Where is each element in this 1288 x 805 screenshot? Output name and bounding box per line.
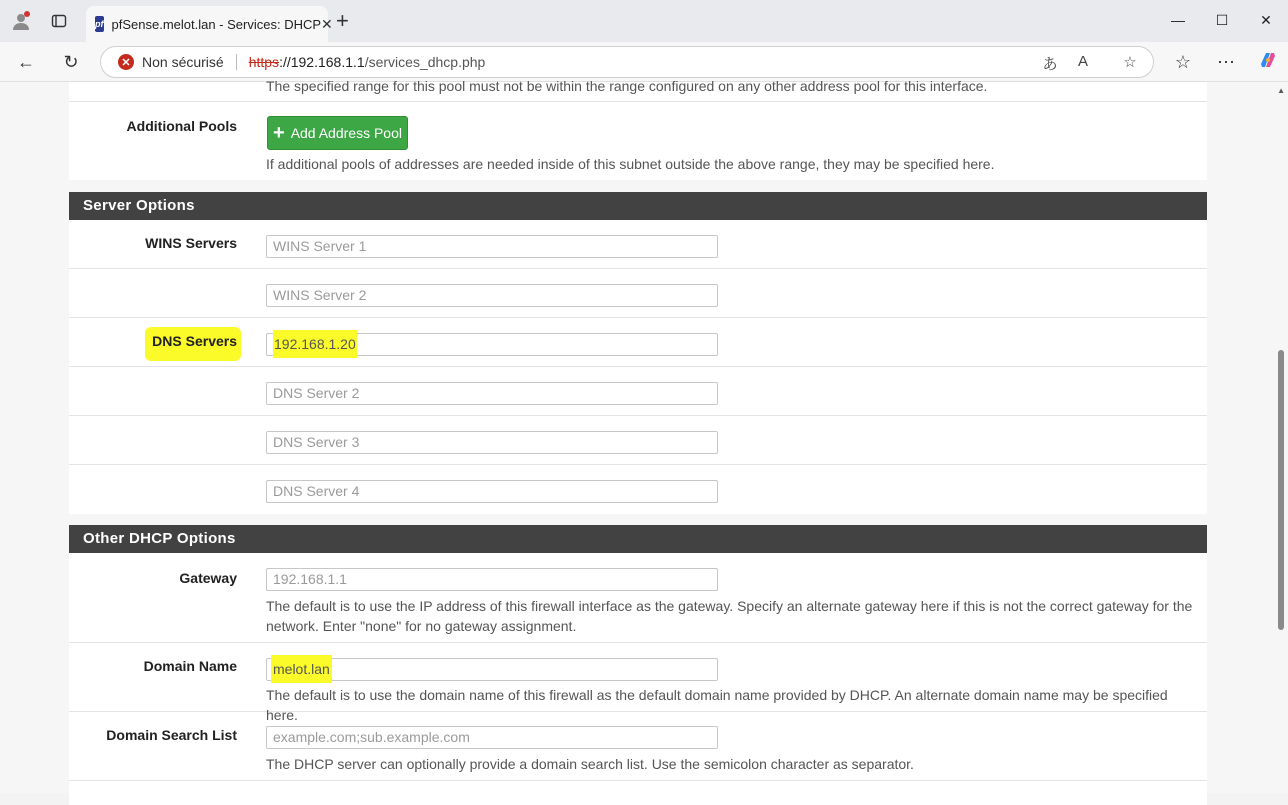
tab-close-icon[interactable]: ✕ xyxy=(321,15,333,32)
favorites-icon[interactable]: ☆ xyxy=(1174,52,1192,72)
favorite-star-icon[interactable]: ☆ xyxy=(1123,54,1137,71)
domain-name-label: Domain Name xyxy=(143,658,237,674)
server-options-panel xyxy=(69,192,1207,514)
dns-server-1-input[interactable] xyxy=(266,333,718,356)
dns-server-1-value: 192.168.1.20 xyxy=(273,330,357,358)
gateway-input[interactable]: 192.168.1.1 xyxy=(266,568,718,591)
dns4-row xyxy=(69,465,1207,514)
add-address-pool-button[interactable] xyxy=(267,116,408,150)
dns3-row xyxy=(69,416,1207,465)
dns-server-4-input[interactable]: DNS Server 4 xyxy=(266,480,718,503)
scroll-up-icon[interactable]: ▲ xyxy=(1277,86,1285,95)
dns2-row xyxy=(69,367,1207,416)
dns-server-3-input[interactable]: DNS Server 3 xyxy=(266,431,718,454)
maximize-icon[interactable]: ☐ xyxy=(1215,12,1229,28)
back-icon[interactable]: ← xyxy=(17,52,35,72)
read-aloud-icon[interactable]: A xyxy=(1077,53,1088,70)
add-address-pool-label: Add Address Pool xyxy=(290,125,402,141)
additional-pools-help: If additional pools of addresses are needed inside of this subnet outside the above range, they may be specified here. xyxy=(266,156,995,172)
range-help: The specified range for this pool must not be within the range configured on any other address pool for this interface. xyxy=(266,78,988,94)
wins-server-1-input[interactable]: WINS Server 1 xyxy=(266,235,718,258)
url-path: /services_dhcp.php xyxy=(364,54,486,70)
dns-servers-label: DNS Servers xyxy=(152,333,237,349)
wins-servers-label: WINS Servers xyxy=(145,235,237,251)
not-secure-icon: ✕ xyxy=(118,54,134,70)
url-host: ://192.168.1.1 xyxy=(279,54,365,70)
tab-actions-icon[interactable] xyxy=(48,10,70,32)
gateway-row xyxy=(69,553,1207,643)
page-content xyxy=(0,78,1288,793)
pfsense-favicon-icon: pf xyxy=(95,16,104,32)
plus-icon: + xyxy=(273,122,285,144)
gateway-help: The default is to use the IP address of this firewall interface as the gateway. Specify an alternate gateway here if this is not the correct gateway for the network. Enter "none" for no gateway assignment. xyxy=(266,598,1193,634)
tab-title: pfSense.melot.lan - Services: DHCP xyxy=(111,16,322,32)
other-dhcp-options-panel xyxy=(69,525,1207,805)
wins1-row xyxy=(69,220,1207,269)
browser-tab[interactable] xyxy=(86,6,333,42)
wins2-row xyxy=(69,269,1207,318)
server-options-header: Server Options xyxy=(69,192,1207,220)
dns1-row xyxy=(69,318,1207,367)
domain-search-input[interactable]: example.com;sub.example.com xyxy=(266,726,718,749)
dns-server-2-input[interactable]: DNS Server 2 xyxy=(266,382,718,405)
domain-search-label: Domain Search List xyxy=(106,727,237,743)
domain-search-help: The DHCP server can optionally provide a domain search list. Use the semicolon character as separator. xyxy=(266,756,914,772)
translate-icon[interactable]: あ xyxy=(1042,56,1058,73)
domain-name-row xyxy=(69,643,1207,723)
domain-search-row xyxy=(69,712,1207,781)
additional-pools-row xyxy=(69,102,1207,180)
scrollbar-thumb[interactable] xyxy=(1278,350,1284,630)
new-tab-icon[interactable]: + xyxy=(336,8,349,33)
domain-name-value: melot.lan xyxy=(271,655,332,683)
other-dhcp-options-header: Other DHCP Options xyxy=(69,525,1207,553)
refresh-icon[interactable]: ↻ xyxy=(63,52,79,72)
window-close-icon[interactable]: ✕ xyxy=(1260,12,1272,28)
range-row xyxy=(69,78,1207,102)
wins-server-2-input[interactable]: WINS Server 2 xyxy=(266,284,718,307)
profile-icon[interactable] xyxy=(10,10,32,32)
url-scheme: https xyxy=(248,54,280,70)
gateway-label: Gateway xyxy=(179,570,237,586)
minimize-icon[interactable]: — xyxy=(1171,12,1185,28)
address-pool-panel xyxy=(69,78,1207,180)
address-divider xyxy=(236,54,237,70)
browser-tabbar xyxy=(0,0,1288,42)
additional-pools-label: Additional Pools xyxy=(126,118,237,134)
domain-name-input[interactable] xyxy=(266,658,718,681)
copilot-icon[interactable] xyxy=(1256,50,1280,74)
more-menu-icon[interactable]: ⋯ xyxy=(1217,52,1235,72)
not-secure-label[interactable]: Non sécurisé xyxy=(142,54,224,70)
domain-name-help: The default is to use the domain name of this firewall as the default domain name provided by DHCP. An alternate domain name may be specified here. xyxy=(266,687,1168,723)
address-bar[interactable] xyxy=(100,46,1154,78)
